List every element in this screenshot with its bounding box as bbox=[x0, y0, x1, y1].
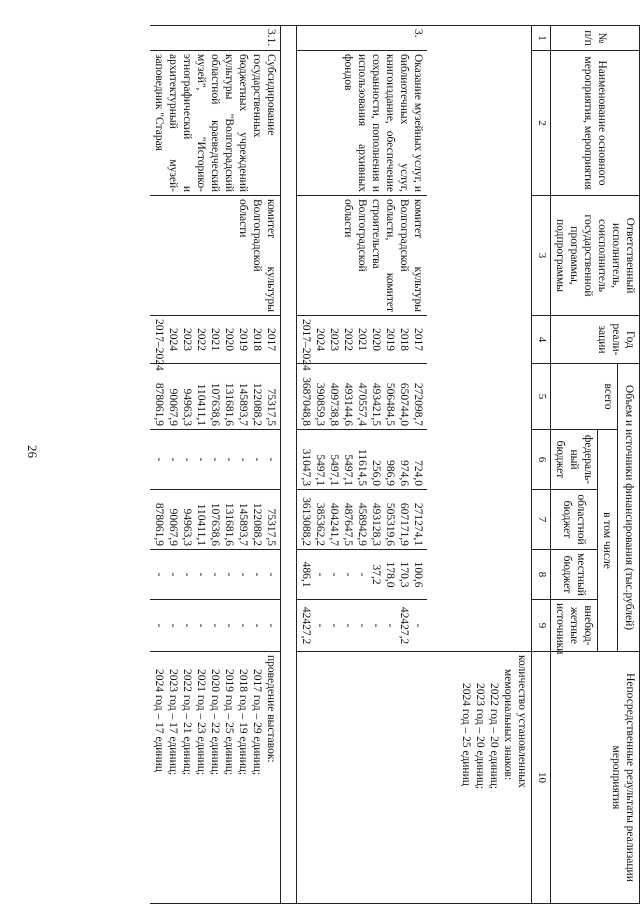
local-cell: - bbox=[167, 572, 180, 577]
year-cell: 2019 bbox=[384, 328, 397, 351]
header-num: № п/п bbox=[550, 26, 639, 51]
result-line: 2021 год – 23 единиц; bbox=[195, 669, 208, 776]
federal-cell: - bbox=[167, 457, 180, 462]
extra-cell: - bbox=[209, 623, 222, 628]
regional-cell: 404241,7 bbox=[328, 502, 341, 546]
regional-cell: 878061,9 bbox=[153, 502, 166, 546]
extra-cell: 42427,2 bbox=[398, 606, 411, 645]
extra-list bbox=[300, 603, 426, 648]
header-total: всего bbox=[550, 364, 617, 430]
extra-cell: - bbox=[167, 623, 180, 628]
federal-cell: - bbox=[153, 457, 166, 462]
local-cell: - bbox=[251, 572, 264, 577]
year-cell: 2017–2024 bbox=[300, 319, 313, 371]
total-cell: 75317,5 bbox=[265, 388, 278, 426]
col-number: 4 bbox=[532, 316, 550, 364]
result-line: 2022 год – 21 единиц; bbox=[181, 669, 194, 776]
regional-cell: 107638,6 bbox=[209, 502, 222, 546]
result-line: 2017 год – 29 единиц; bbox=[251, 669, 264, 776]
extra-cell: - bbox=[223, 623, 236, 628]
col-number: 9 bbox=[532, 600, 550, 652]
regional-cell: 94963,3 bbox=[181, 508, 194, 546]
local-cell: - bbox=[265, 572, 278, 577]
header-funding: Объем и источники финансирования (тыс.рублей) bbox=[618, 364, 640, 652]
col-number: 5 bbox=[532, 364, 550, 430]
local-cell: 37,2 bbox=[370, 564, 383, 585]
regional-cell: 131681,6 bbox=[223, 502, 236, 546]
extra-cell: - bbox=[265, 623, 278, 628]
years-list bbox=[153, 319, 279, 371]
regional-list bbox=[153, 493, 279, 546]
extra-cell: - bbox=[328, 623, 341, 628]
total-cell: 390859,3 bbox=[314, 382, 327, 426]
extra-cell: - bbox=[153, 623, 166, 628]
year-cell: 2023 bbox=[181, 328, 194, 351]
year-cell: 2018 bbox=[251, 328, 264, 351]
federal-cell: 31047,3 bbox=[300, 448, 313, 486]
federal-cell: - bbox=[209, 457, 222, 462]
local-cell: - bbox=[314, 572, 327, 577]
local-cell: 170,3 bbox=[398, 561, 411, 588]
result-line: 2018 год – 19 единиц; bbox=[237, 669, 250, 776]
total-cell: 122088,2 bbox=[251, 382, 264, 426]
row-results bbox=[297, 652, 428, 904]
year-cell: 2021 bbox=[209, 328, 222, 351]
extra-cell: - bbox=[195, 623, 208, 628]
federal-cell: - bbox=[223, 457, 236, 462]
year-cell: 2017 bbox=[265, 328, 278, 351]
col-number: 8 bbox=[532, 550, 550, 600]
rotated-table-stage bbox=[40, 25, 640, 903]
row-name: Оказание музейных услуг, и библиотечных услуг, книгоиздание, обеспечение сохранности, пополнения и использования архивных фондов bbox=[297, 51, 428, 196]
year-cell: 2023 bbox=[328, 328, 341, 351]
regional-cell: 607171,9 bbox=[398, 502, 411, 546]
local-list bbox=[153, 553, 279, 596]
result-line: проведение выставок: bbox=[265, 655, 278, 763]
col-number: 3 bbox=[532, 196, 550, 316]
federal-cell: 256,0 bbox=[370, 460, 383, 486]
year-cell: 2017–2024 bbox=[153, 319, 166, 371]
regional-cell: 487647,5 bbox=[342, 502, 355, 546]
extra-cell: - bbox=[181, 623, 194, 628]
local-cell: - bbox=[328, 572, 341, 577]
funding-table bbox=[150, 25, 640, 904]
row-num: 3. bbox=[297, 26, 428, 51]
year-cell: 2024 bbox=[167, 328, 180, 351]
year-cell: 2024 bbox=[314, 328, 327, 351]
federal-cell: 5497,1 bbox=[314, 454, 327, 486]
total-cell: 3687048,8 bbox=[300, 377, 313, 426]
regional-cell: 90067,9 bbox=[167, 508, 180, 546]
extra-cell: - bbox=[384, 623, 397, 628]
total-cell: 493421,5 bbox=[370, 382, 383, 426]
federal-cell: - bbox=[251, 457, 264, 462]
local-cell: - bbox=[223, 572, 236, 577]
header-extra: внебюд-жетные источники bbox=[550, 600, 597, 652]
total-cell: 409738,8 bbox=[328, 382, 341, 426]
federal-cell: - bbox=[237, 457, 250, 462]
regional-cell: 145893,7 bbox=[237, 502, 250, 546]
local-cell: - bbox=[237, 572, 250, 577]
regional-cell: 122088,2 bbox=[251, 502, 264, 546]
total-cell: 493144,6 bbox=[342, 382, 355, 426]
regional-cell: 493128,3 bbox=[370, 502, 383, 546]
federal-cell: - bbox=[181, 457, 194, 462]
result-line: 2024 год – 25 единиц bbox=[460, 683, 473, 786]
total-cell: 94963,3 bbox=[181, 388, 194, 426]
pre-results-row bbox=[428, 26, 533, 904]
col-number: 2 bbox=[532, 51, 550, 196]
total-cell: 506484,5 bbox=[384, 382, 397, 426]
year-cell: 2018 bbox=[398, 328, 411, 351]
local-cell: 100,6 bbox=[412, 561, 425, 588]
extra-cell: - bbox=[370, 623, 383, 628]
col-number: 1 bbox=[532, 26, 550, 51]
page-number: 26 bbox=[25, 445, 40, 458]
regional-cell: 75317,5 bbox=[265, 508, 278, 546]
header-results: Непосредственные результаты реализации мероприятия bbox=[550, 652, 639, 904]
year-cell: 2020 bbox=[370, 328, 383, 351]
local-cell: 486,1 bbox=[300, 561, 313, 588]
total-cell: 272098,7 bbox=[412, 382, 425, 426]
local-cell: - bbox=[342, 572, 355, 577]
result-line: 2023 год – 17 единиц; bbox=[167, 669, 180, 776]
header-incl: в том числе bbox=[597, 430, 617, 652]
row-num: 3.1. bbox=[150, 26, 281, 51]
federal-cell: 986,9 bbox=[384, 460, 397, 486]
regional-cell: 110411,1 bbox=[195, 503, 208, 546]
table-row bbox=[297, 26, 428, 904]
header-federal: федераль-ный бюджет bbox=[550, 430, 597, 490]
total-cell: 878061,9 bbox=[153, 382, 166, 426]
result-line: 2024 год – 17 единиц bbox=[153, 669, 166, 772]
row-name: Субсидирование государственных бюджетных учреждений культуры "Волгоградский областной краеведческий музей", "Историко-этнографический и архитектурный музей-заповедник "Старая bbox=[150, 51, 281, 196]
federal-cell: 5497,1 bbox=[328, 454, 341, 486]
total-list bbox=[153, 367, 279, 426]
result-line: мемориальных знаков: bbox=[502, 669, 515, 781]
row-executor: комитет культуры Волгоградской области bbox=[150, 196, 281, 316]
extra-cell: - bbox=[342, 623, 355, 628]
year-cell: 2022 bbox=[342, 328, 355, 351]
total-cell: 107638,6 bbox=[209, 382, 222, 426]
local-cell: 178,0 bbox=[384, 561, 397, 588]
total-cell: 145893,7 bbox=[237, 382, 250, 426]
federal-list bbox=[153, 433, 279, 486]
year-cell: 2021 bbox=[356, 328, 369, 351]
pre-results-list bbox=[460, 655, 530, 900]
local-cell: - bbox=[209, 572, 222, 577]
header-local: местный бюджет bbox=[550, 550, 597, 600]
regional-cell: 458942,9 bbox=[356, 502, 369, 546]
federal-list bbox=[300, 433, 426, 486]
federal-cell: 724,0 bbox=[412, 460, 425, 486]
year-cell: 2022 bbox=[195, 328, 208, 351]
col-number: 7 bbox=[532, 490, 550, 550]
total-list bbox=[300, 367, 426, 426]
total-cell: 650744,0 bbox=[398, 382, 411, 426]
extra-cell: - bbox=[251, 623, 264, 628]
result-line: 2020 год – 22 единиц; bbox=[209, 669, 222, 776]
header-regional: областной бюджет bbox=[550, 490, 597, 550]
header-executor: Ответственный исполнитель, соисполнитель государственной программы, подпрограммы bbox=[550, 196, 639, 316]
result-line: 2019 год – 25 единиц; bbox=[223, 669, 236, 776]
regional-cell: 505319,6 bbox=[384, 502, 397, 546]
regional-cell: 271274,1 bbox=[412, 502, 425, 546]
total-cell: 90067,9 bbox=[167, 388, 180, 426]
row-executor: комитет культуры Волгоградской области, комитет строительства Волгоградской области bbox=[297, 196, 428, 316]
local-list bbox=[300, 553, 426, 596]
extra-cell: - bbox=[412, 623, 425, 628]
extra-cell: - bbox=[237, 623, 250, 628]
total-cell: 110411,1 bbox=[195, 383, 208, 426]
extra-cell: - bbox=[314, 623, 327, 628]
year-cell: 2019 bbox=[237, 328, 250, 351]
extra-cell: 42427,2 bbox=[300, 606, 313, 645]
local-cell: - bbox=[195, 572, 208, 577]
result-line: 2023 год – 20 единиц; bbox=[474, 683, 487, 790]
years-list bbox=[300, 319, 426, 371]
local-cell: - bbox=[153, 572, 166, 577]
local-cell: - bbox=[356, 572, 369, 577]
col-number: 6 bbox=[532, 430, 550, 490]
total-cell: 470557,4 bbox=[356, 382, 369, 426]
federal-cell: 974,6 bbox=[398, 460, 411, 486]
header-year: Год реали-зации bbox=[550, 316, 639, 364]
regional-cell: 3613088,2 bbox=[300, 497, 313, 546]
table-row bbox=[150, 26, 281, 904]
extra-list bbox=[153, 603, 279, 648]
year-cell: 2020 bbox=[223, 328, 236, 351]
total-cell: 131681,6 bbox=[223, 382, 236, 426]
header-name: Наименование основного мероприятия, мероприятия bbox=[550, 51, 639, 196]
local-cell: - bbox=[181, 572, 194, 577]
extra-cell: - bbox=[356, 623, 369, 628]
regional-list bbox=[300, 493, 426, 546]
regional-cell: 385362,2 bbox=[314, 502, 327, 546]
federal-cell: 5497,1 bbox=[342, 454, 355, 486]
result-line: количество установленных bbox=[516, 655, 529, 788]
year-cell: 2017 bbox=[412, 328, 425, 351]
federal-cell: - bbox=[265, 457, 278, 462]
federal-cell: - bbox=[195, 457, 208, 462]
results-list bbox=[153, 655, 279, 900]
column-numbers-row bbox=[532, 26, 550, 904]
federal-cell: 11614,5 bbox=[356, 449, 369, 486]
col-number: 10 bbox=[532, 652, 550, 904]
result-line: 2022 год – 20 единиц; bbox=[488, 683, 501, 790]
